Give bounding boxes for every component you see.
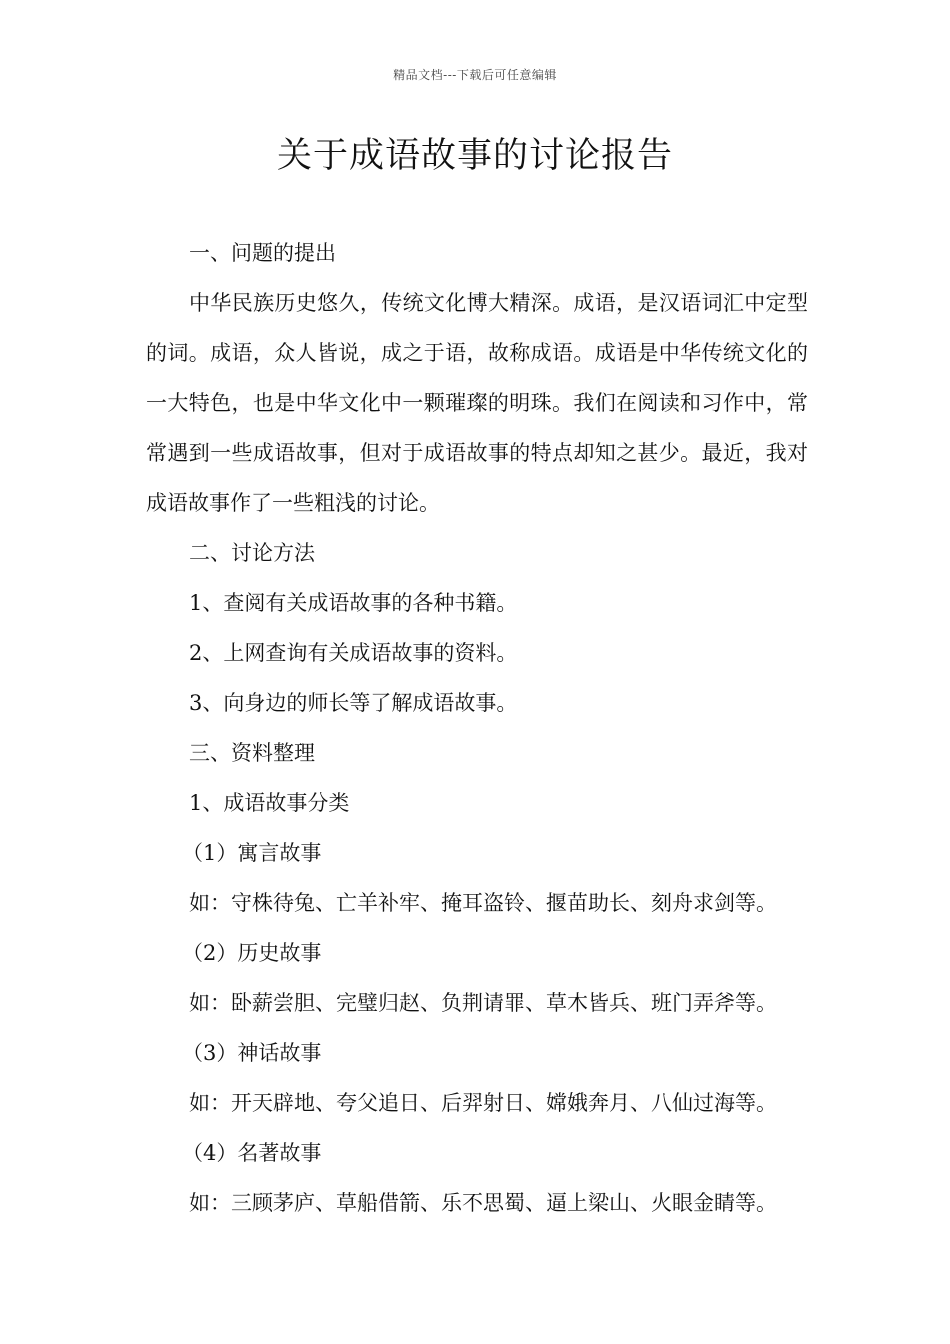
method-item: 1、查阅有关成语故事的各种书籍。 [189,591,518,615]
category-examples: 如：开天辟地、夸父追日、后羿射日、嫦娥奔月、八仙过海等。 [189,1091,777,1115]
subsection-heading: 1、成语故事分类 [189,791,350,815]
section-heading-3: 三、资料整理 [189,741,315,765]
category-examples: 如：卧薪尝胆、完璧归赵、负荆请罪、草木皆兵、班门弄斧等。 [189,991,777,1015]
category-label: （4）名著故事 [182,1141,322,1165]
header-note: 精品文档---下载后可任意编辑 [393,68,557,82]
section-heading-1: 一、问题的提出 [189,241,336,265]
document-body [146,228,808,1228]
category-examples: 如：三顾茅庐、草船借箭、乐不思蜀、逼上梁山、火眼金睛等。 [189,1191,777,1215]
category-examples: 如：守株待兔、亡羊补牢、掩耳盗铃、揠苗助长、刻舟求剑等。 [189,891,777,915]
category-label: （2）历史故事 [182,941,322,965]
category-label: （3）神话故事 [182,1041,322,1065]
category-label: （1）寓言故事 [182,841,322,865]
document-title: 关于成语故事的讨论报告 [276,136,673,176]
method-item: 2、上网查询有关成语故事的资料。 [189,641,518,665]
section-heading-2: 二、讨论方法 [189,541,315,565]
section-1-paragraph: 中华民族历史悠久，传统文化博大精深。成语，是汉语词汇中定型的词。成语，众人皆说，成之于语，故称成语。成语是中华传统文化的一大特色，也是中华文化中一颗璀璨的明珠。我们在阅读和习作中，常常遇到一些成语故事，但对于成语故事的特点却知之甚少。最近，我对成语故事作了一些粗浅的讨论。 [146,291,808,515]
method-item: 3、向身边的师长等了解成语故事。 [189,691,518,715]
